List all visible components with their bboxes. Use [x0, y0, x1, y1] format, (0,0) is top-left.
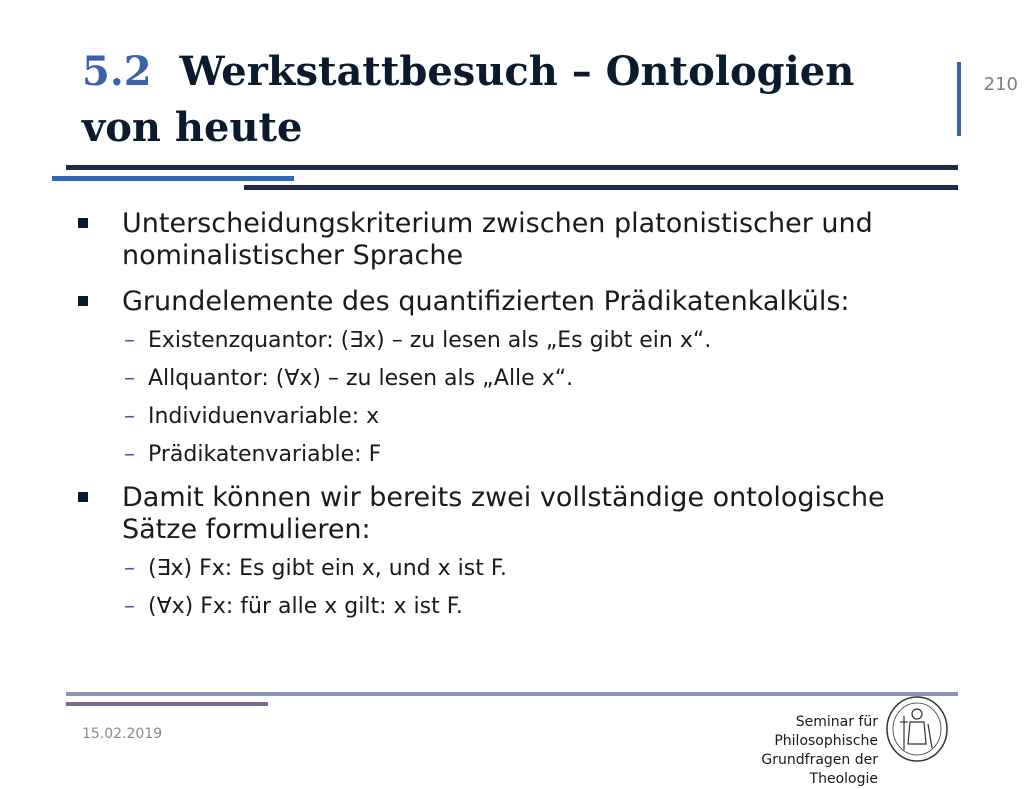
sub-bullet-list [70, 556, 950, 620]
header-rule-accent [52, 176, 294, 181]
footer-date: 15.02.2019 [82, 726, 163, 742]
sub-bullet-text: Prädikatenvariable: F [148, 442, 382, 467]
slide-title [82, 44, 942, 156]
dash-bullet-icon: – [124, 404, 135, 429]
dash-bullet-icon: – [124, 556, 135, 581]
dash-bullet-icon: – [124, 366, 135, 391]
sub-bullet-item [70, 366, 950, 392]
slide-number: 210 [983, 74, 1018, 95]
footer-rule-accent [66, 702, 268, 706]
square-bullet-icon [78, 492, 88, 502]
bullet-item [70, 286, 950, 318]
sub-bullet-text: (∃x) Fx: Es gibt ein x, und x ist F. [148, 556, 507, 581]
slide-number-divider [957, 62, 961, 136]
section-number: 5.2 [82, 48, 152, 95]
bullet-text: Damit können wir bereits zwei vollständige ontologische Sätze formulieren: [122, 482, 885, 545]
bullet-item [70, 482, 950, 546]
bullet-item [70, 208, 950, 272]
bullet-text: Grundelemente des quantifizierten Prädikatenkalküls: [122, 286, 850, 317]
dash-bullet-icon: – [124, 328, 135, 353]
square-bullet-icon [78, 296, 88, 306]
seminar-line-2: Grundfragen der Theologie [761, 752, 878, 787]
footer-seminar [700, 713, 878, 789]
dash-bullet-icon: – [124, 442, 135, 467]
sub-bullet-list [70, 328, 950, 468]
bullet-text: Unterscheidungskriterium zwischen platonistischer und nominalistischer Sprache [122, 208, 873, 271]
sub-bullet-item [70, 328, 950, 354]
sub-bullet-item [70, 404, 950, 430]
sub-bullet-text: Allquantor: (∀x) – zu lesen als „Alle x“. [148, 366, 574, 391]
university-seal-icon [882, 694, 952, 764]
dash-bullet-icon: – [124, 594, 135, 619]
header-rule-top [66, 165, 958, 170]
sub-bullet-item [70, 556, 950, 582]
sub-bullet-text: (∀x) Fx: für alle x gilt: x ist F. [148, 594, 463, 619]
sub-bullet-item [70, 594, 950, 620]
footer-rule [66, 692, 958, 696]
sub-bullet-text: Existenzquantor: (∃x) – zu lesen als „Es gibt ein x“. [148, 328, 712, 353]
sub-bullet-text: Individuenvariable: x [148, 404, 380, 429]
square-bullet-icon [78, 218, 88, 228]
header-rule-bottom [244, 185, 958, 190]
sub-bullet-item [70, 442, 950, 468]
slide-content [70, 208, 950, 634]
seminar-line-1: Seminar für Philosophische [774, 714, 878, 749]
title-text: Werkstattbesuch – Ontologien von heute [82, 48, 855, 151]
